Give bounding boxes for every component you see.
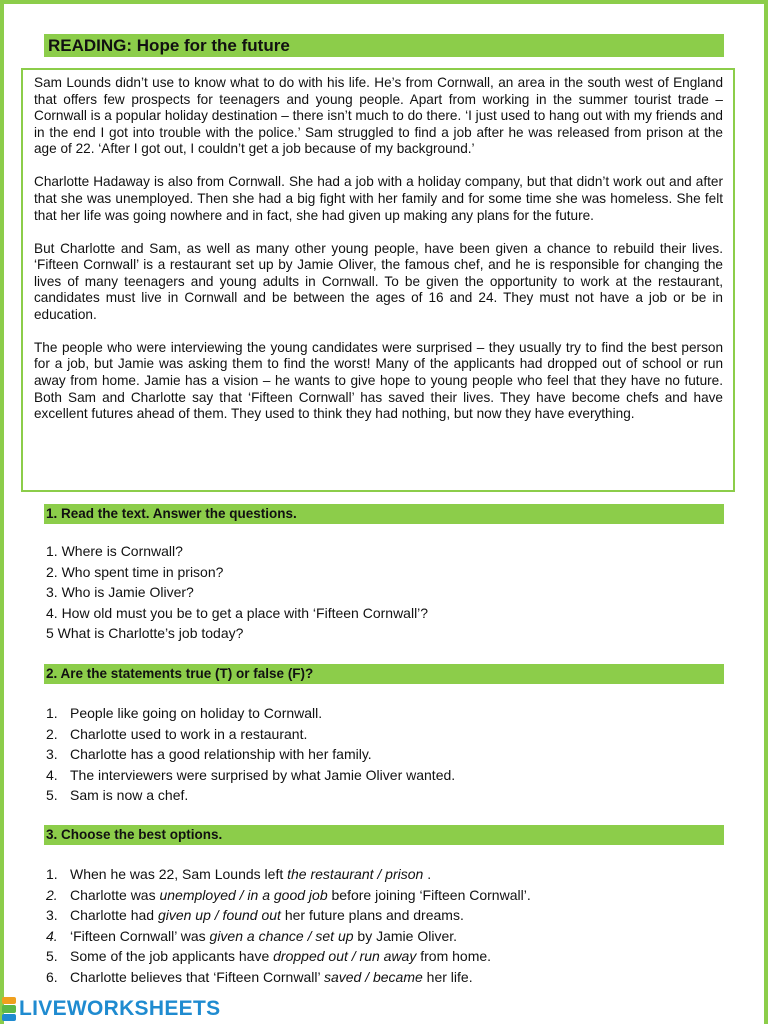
statement-item: 3. Charlotte has a good relationship with her family. [46, 746, 372, 762]
section-1-heading: 1. Read the text. Answer the questions. [44, 504, 724, 524]
option-item: 3. Charlotte had given up / found out her future plans and dreams. [46, 907, 464, 923]
section-1-questions [46, 541, 428, 644]
option-item: 5. Some of the job applicants have dropped out / run away from home. [46, 948, 492, 964]
reading-paragraph-4: The people who were interviewing the young candidates were surprised – they usually try to find the best person for a job, but Jamie was asking them to find the worst! Many of the applicants had dropped out of school or run away from home. Jamie has a vision – he wants to give hope to young people who feel that they have no future. Both Sam and Charlotte say that ‘Fifteen Cornwall’ has saved their lives. They have become chefs and have excellent futures ahead of them. They used to think they had nothing, but now they have everything. [34, 339, 723, 422]
page-title: READING: Hope for the future [44, 34, 724, 57]
option-item: 4. ‘Fifteen Cornwall’ was given a chance / set up by Jamie Oliver. [46, 927, 458, 944]
question-item: 2. Who spent time in prison? [46, 563, 224, 580]
section-3-options [46, 864, 531, 987]
statement-item: 1. People like going on holiday to Cornwall. [46, 705, 323, 721]
question-item: 5 What is Charlotte’s job today? [46, 625, 244, 641]
statement-item: 4. The interviewers were surprised by what Jamie Oliver wanted. [46, 766, 456, 783]
option-choices[interactable]: given a chance / set up [209, 927, 354, 944]
question-item: 1. Where is Cornwall? [46, 543, 183, 559]
option-choices[interactable]: given up / found out [157, 907, 281, 923]
option-item: 2. Charlotte was unemployed / in a good job before joining ‘Fifteen Cornwall’. [46, 886, 531, 903]
section-3-heading: 3. Choose the best options. [44, 825, 724, 845]
section-2-statements [46, 703, 455, 806]
option-choices[interactable]: the restaurant / prison [287, 866, 424, 882]
option-item: 1. When he was 22, Sam Lounds left the restaurant / prison . [46, 866, 432, 882]
option-choices[interactable]: saved / became [323, 968, 423, 985]
statement-item: 2. Charlotte used to work in a restaurant. [46, 725, 308, 742]
question-item: 4. How old must you be to get a place with ‘Fifteen Cornwall’? [46, 604, 429, 621]
logo-text: LIVEWORKSHEETS [19, 997, 221, 1020]
reading-text-box [21, 68, 735, 492]
reading-paragraph-3: But Charlotte and Sam, as well as many other young people, have been given a chance to rebuild their lives. ‘Fifteen Cornwall’ is a restaurant set up by Jamie Oliver, the famous chef, and he is responsible for changing the lives of many teenagers and young adults in Cornwall. To be given the opportunity to work at the restaurant, candidates must live in Cornwall and be between the ages of 16 and 24. They must not have a job or be in education. [34, 240, 723, 322]
reading-paragraph-1: Sam Lounds didn’t use to know what to do with his life. He’s from Cornwall, an area in the south west of England that offers few prospects for teenagers and young people. Apart from working in the summer tourist trade – Cornwall is a popular holiday destination – there isn’t much to do there. ‘I just used to hang out with my friends and in the end I got into trouble with the police.’ Sam struggled to find a job after he was released from prison at the age of 22. ‘After I got out, I couldn’t get a job because of my background.’ [34, 75, 723, 157]
liveworksheets-logo[interactable] [2, 996, 220, 1022]
option-choices[interactable]: unemployed / in a good job [159, 886, 328, 903]
reading-paragraph-2: Charlotte Hadaway is also from Cornwall. She had a job with a holiday company, but that didn’t work out and after that she was unemployed. Then she had a big fight with her family and for some time she was homeless. She felt that her life was going nowhere and in fact, she had given up making any plans for the future. [34, 174, 723, 223]
option-choices[interactable]: dropped out / run away [273, 948, 417, 964]
liveworksheets-logo-icon [2, 997, 16, 1021]
question-item: 3. Who is Jamie Oliver? [46, 584, 194, 600]
option-item: 6. Charlotte believes that ‘Fifteen Cornwall’ saved / became her life. [46, 968, 473, 985]
section-2-heading: 2. Are the statements true (T) or false (F)? [44, 664, 724, 684]
statement-item: 5. Sam is now a chef. [46, 787, 189, 803]
